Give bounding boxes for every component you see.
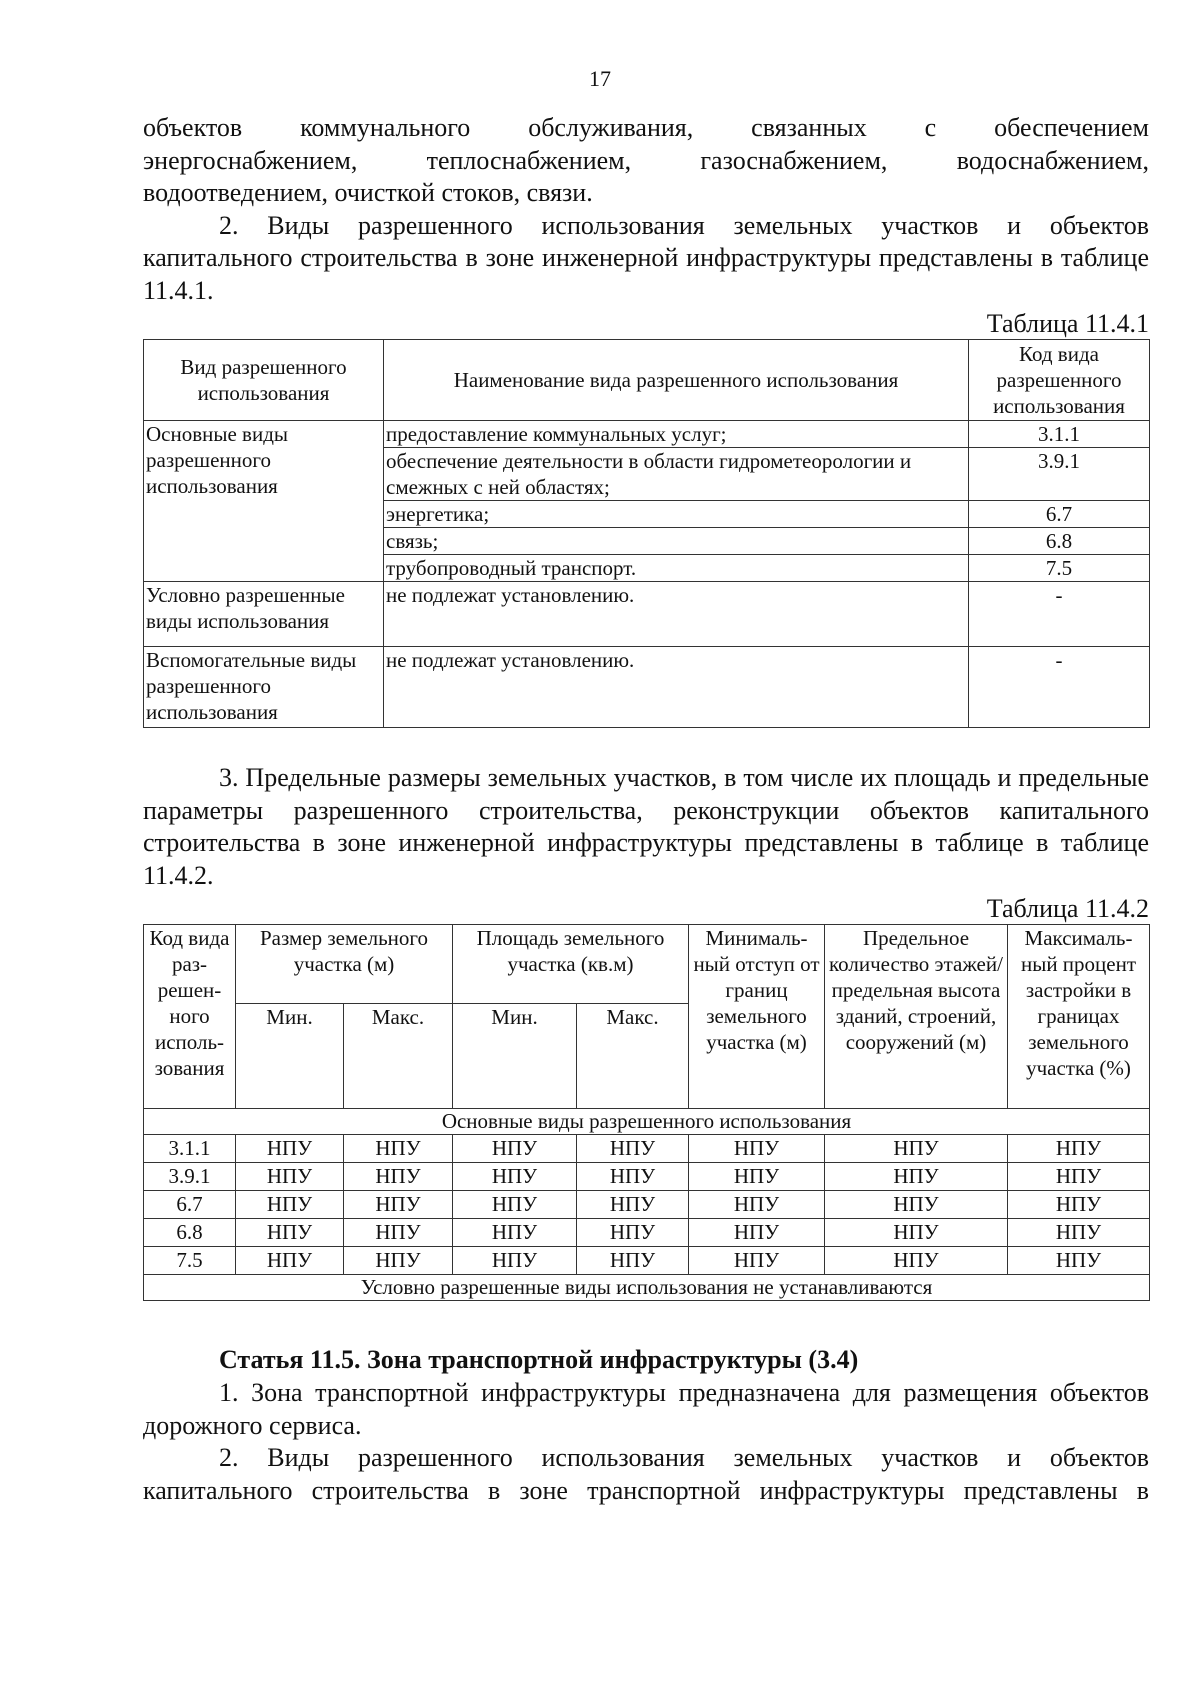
use-name: энергетика; [384, 501, 969, 528]
cell-value: НПУ [344, 1247, 453, 1275]
cell-value: НПУ [344, 1163, 453, 1191]
table-11-4-2 [143, 924, 1150, 1301]
conditional-note: Условно разрешенные виды использования не устанавливаются [144, 1275, 1150, 1301]
table-row [144, 1163, 1150, 1191]
use-code: 3.1.1 [969, 421, 1150, 448]
cell-value: НПУ [236, 1247, 344, 1275]
paragraph-3: 3. Предельные размеры земельных участков, в том числе их площадь и предельные параметры разрешенного строительства, реконструкции объектов капитального строительства в зоне инженерной инфраструктуры представлены в таблице в таблице 11.4.2. [143, 763, 1149, 890]
article-paragraph-2: 2. Виды разрешенного использования земельных участков и объектов капитального строительства в зоне транспортной инфраструктуры представлены в [143, 1443, 1149, 1505]
cell-value: НПУ [689, 1163, 825, 1191]
table-row [144, 1219, 1150, 1247]
conditional-note-row [144, 1275, 1150, 1301]
table-row [144, 1191, 1150, 1219]
cell-value: НПУ [236, 1135, 344, 1163]
cell-value: НПУ [689, 1191, 825, 1219]
row-code: 6.7 [144, 1191, 236, 1219]
cell-value: НПУ [453, 1191, 577, 1219]
header-code: Код вида раз- решен- ного исполь- зования [144, 925, 236, 1109]
header-size-max: Макс. [344, 1004, 453, 1109]
use-code: 6.8 [969, 528, 1150, 555]
use-name: трубопроводный транспорт. [384, 555, 969, 582]
header-name: Наименование вида разрешенного использования [384, 340, 969, 421]
cell-value: НПУ [825, 1191, 1008, 1219]
article-paragraph-1: 1. Зона транспортной инфраструктуры предназначена для размещения объектов дорожного сервиса. [143, 1378, 1149, 1440]
row-code: 7.5 [144, 1247, 236, 1275]
page-number: 17 [589, 66, 611, 91]
cell-value: НПУ [689, 1135, 825, 1163]
auxiliary-name: не подлежат установлению. [384, 647, 969, 728]
header-size-min: Мин. [236, 1004, 344, 1109]
cell-value: НПУ [236, 1191, 344, 1219]
cell-value: НПУ [577, 1135, 689, 1163]
header-floors: Предельное количество этажей/ предельная высота зданий, строений, сооружений (м) [825, 925, 1008, 1109]
cell-value: НПУ [825, 1219, 1008, 1247]
table-row [144, 421, 1150, 448]
intro-line-3: водоотведением, очисткой стоков, связи. [143, 178, 593, 207]
header-coverage: Максималь- ный процент застройки в границах земельного участка (%) [1008, 925, 1150, 1109]
cell-value: НПУ [825, 1163, 1008, 1191]
header-plot-size: Размер земельного участка (м) [236, 925, 453, 1004]
row-code: 3.9.1 [144, 1163, 236, 1191]
intro-line-1: объектов коммунального обслуживания, связанных с обеспечением [143, 113, 1149, 142]
use-name: связь; [384, 528, 969, 555]
main-kinds-label: Основные виды разрешенного использования [144, 421, 384, 582]
article-heading: Статья 11.5. Зона транспортной инфраструктуры (3.4) [219, 1345, 859, 1374]
auxiliary-kinds-label: Вспомогательные виды разрешенного использования [144, 647, 384, 728]
cell-value: НПУ [577, 1163, 689, 1191]
cell-value: НПУ [1008, 1247, 1150, 1275]
table-2-caption: Таблица 11.4.2 [986, 894, 1149, 923]
cell-value: НПУ [689, 1219, 825, 1247]
cell-value: НПУ [1008, 1135, 1150, 1163]
document-body [143, 112, 1149, 1507]
cell-value: НПУ [236, 1163, 344, 1191]
auxiliary-code: - [969, 647, 1150, 728]
table-1-header-row [144, 340, 1150, 421]
header-code: Код вида разрешенного использования [969, 340, 1150, 421]
table-1-caption: Таблица 11.4.1 [986, 309, 1149, 338]
row-code: 3.1.1 [144, 1135, 236, 1163]
main-section-label: Основные виды разрешенного использования [144, 1109, 1150, 1135]
table-11-4-1 [143, 339, 1150, 728]
cell-value: НПУ [1008, 1163, 1150, 1191]
cell-value: НПУ [825, 1247, 1008, 1275]
cell-value: НПУ [453, 1135, 577, 1163]
header-plot-area: Площадь земельного участка (кв.м) [453, 925, 689, 1004]
cell-value: НПУ [453, 1163, 577, 1191]
cell-value: НПУ [1008, 1191, 1150, 1219]
cell-value: НПУ [344, 1191, 453, 1219]
use-name: предоставление коммунальных услуг; [384, 421, 969, 448]
cell-value: НПУ [453, 1247, 577, 1275]
paragraph-2: 2. Виды разрешенного использования земельных участков и объектов капитального строительства в зоне инженерной инфраструктуры представлены в таблице 11.4.1. [143, 210, 1149, 305]
table-row [144, 1247, 1150, 1275]
cell-value: НПУ [689, 1247, 825, 1275]
table-row [144, 1135, 1150, 1163]
cell-value: НПУ [825, 1135, 1008, 1163]
cell-value: НПУ [577, 1219, 689, 1247]
header-area-min: Мин. [453, 1004, 577, 1109]
cell-value: НПУ [577, 1191, 689, 1219]
cell-value: НПУ [577, 1247, 689, 1275]
header-setback: Минималь- ный отступ от границ земельного участка (м) [689, 925, 825, 1109]
table-row [144, 647, 1150, 728]
cell-value: НПУ [344, 1135, 453, 1163]
cell-value: НПУ [344, 1219, 453, 1247]
row-code: 6.8 [144, 1219, 236, 1247]
conditional-code: - [969, 582, 1150, 647]
conditional-name: не подлежат установлению. [384, 582, 969, 647]
main-section-row [144, 1109, 1150, 1135]
header-area-max: Макс. [577, 1004, 689, 1109]
cell-value: НПУ [453, 1219, 577, 1247]
use-code: 7.5 [969, 555, 1150, 582]
use-code: 3.9.1 [969, 448, 1150, 501]
table-2-header-row-1 [144, 925, 1150, 1004]
intro-line-2: энергоснабжением, теплоснабжением, газоснабжением, водоснабжением, [143, 145, 1149, 175]
use-name: обеспечение деятельности в области гидрометеорологии и смежных с ней областях; [384, 448, 969, 501]
cell-value: НПУ [1008, 1219, 1150, 1247]
table-row [144, 582, 1150, 647]
header-kind: Вид разрешенного использования [144, 340, 384, 421]
conditional-kinds-label: Условно разрешенные виды использования [144, 582, 384, 647]
cell-value: НПУ [236, 1219, 344, 1247]
use-code: 6.7 [969, 501, 1150, 528]
